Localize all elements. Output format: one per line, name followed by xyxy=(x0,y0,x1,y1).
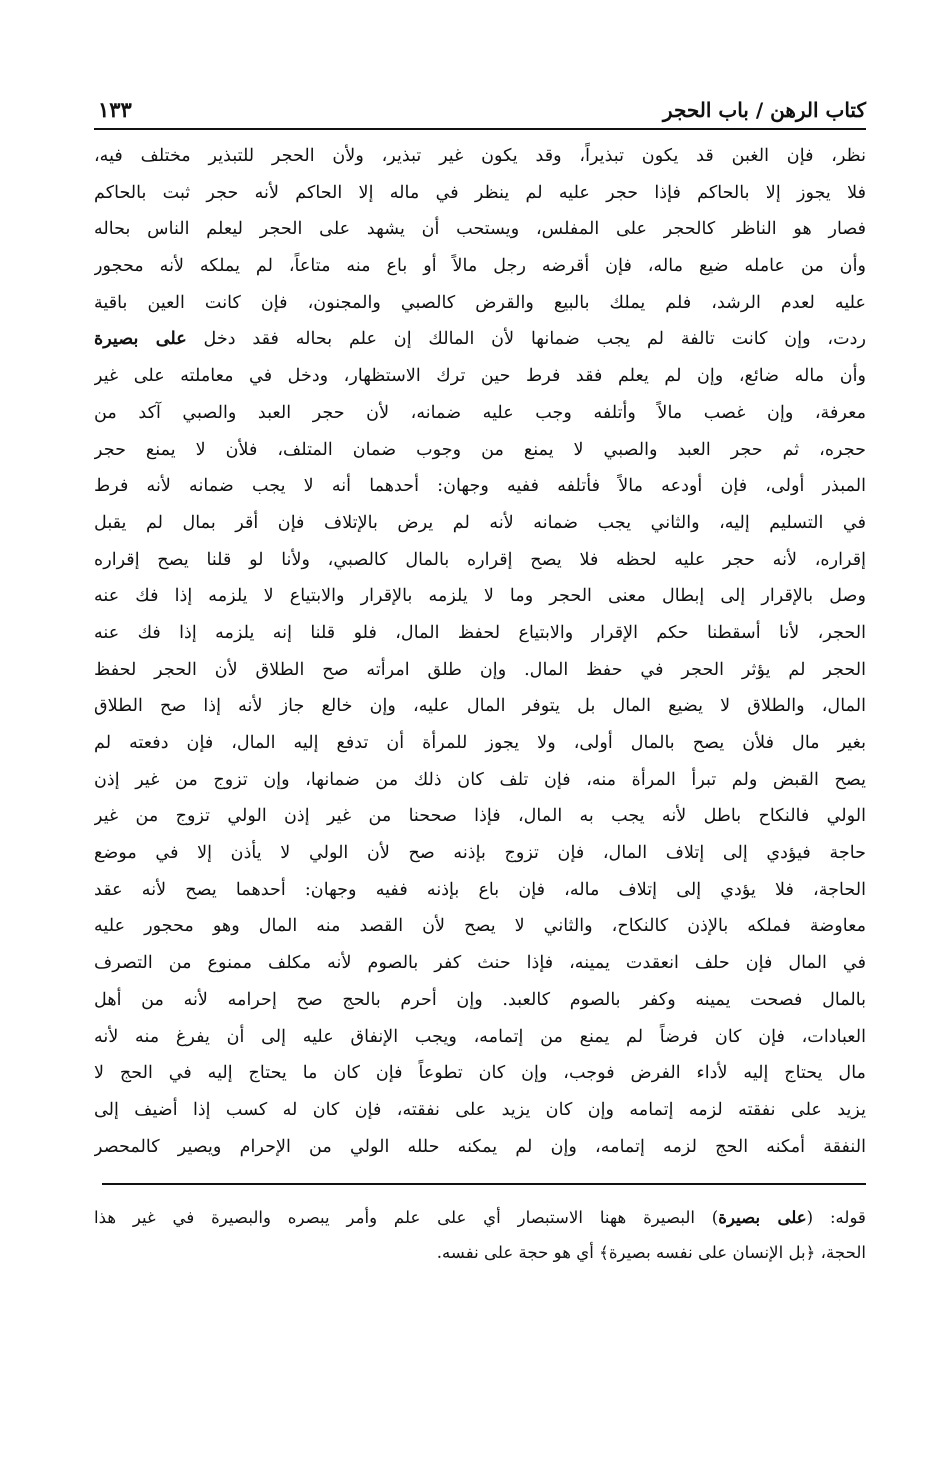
text-line: إقراره، لأنه حجر عليه لحظه فلا يصح إقراره بالمال كالصبي، ولأنا لو قلنا يصح إقراره xyxy=(94,549,866,570)
chapter-title: كتاب الرهن / باب الحجر xyxy=(662,98,866,122)
text-line: حاجة فيؤدي إلى إتلاف المال، فإن تزوج بإذنه صح لأن الولي لا يأذن إلا في موضع xyxy=(94,843,866,864)
page-number: ١٣٣ xyxy=(98,97,132,122)
footnote-line: الحجة، ﴿بل الإنسان على نفسه بصيرة﴾ أي هو حجة على نفسه. xyxy=(436,1243,866,1263)
text-line: في المال فإن حلف انعقدت يمينه، فإذا حنث كفر بالصوم لأنه مكلف ممنوع من التصرف xyxy=(94,953,866,974)
text-line: المال، والطلاق لا يضيع المال بل يتوفر المال عليه، وإن خالع جاز لأنه إذا صح الطلاق xyxy=(94,696,866,717)
text-line: بالمال فصحت يمينه وكفر بالصوم كالعبد. وإن أحرم بالحج صح إحرامه لأنه من أهل xyxy=(94,989,866,1010)
text-line: الحجر لم يؤثر الحجر في حفظ المال. وإن طلق امرأته صح الطلاق لأن الحجر لحفظ xyxy=(94,659,866,680)
text-line: حجره، ثم حجر العبد والصبي لا يمنع من وجوب ضمان المتلف، فلأن لا يمنع حجر xyxy=(94,439,866,460)
main-text xyxy=(94,138,866,1165)
text-line: وأن من عامله ضيع ماله، فإن أقرضه رجل مالاً أو باع منه متاعاً، لم يملكه لأنه محجور xyxy=(94,256,866,277)
text-line: مال يحتاج إليه لأداء الفرض فوجب، وإن كان تطوعاً فإن كان ما يحتاج إليه في الحج لا xyxy=(94,1063,866,1084)
text-line: المبذر أولى، فإن أودعه مالاً فأتلفه ففيه وجهان: أحدهما أنه لا يجب ضمانه لأنه فرط xyxy=(94,476,866,497)
text-line: يصح القبض ولم تبرأ المرأة منه، فإن تلف كان ذلك من ضمانها، وإن تزوج من غير إذن xyxy=(94,769,866,790)
text-line: معاوضة فملكه بالإذن كالنكاح، والثاني لا يصح لأن القصد منه المال وهو محجور عليه xyxy=(94,916,866,937)
text-line: ردت، وإن كانت تالفة لم يجب ضمانها لأن المالك إن علم بحاله فقد دخل على بصيرة xyxy=(94,328,866,350)
text-line: العبادات، فإن كان فرضاً لم يمنع من إتمامه، ويجب الإنفاق عليه إلى أن يفرغ منه لأنه xyxy=(94,1026,866,1047)
footnotes xyxy=(94,1199,866,1271)
text-line: النفقة أمكنه الحج لزمه إتمامه، وإن لم يمكنه حلله الولي من الإحرام ويصير كالمحصر xyxy=(94,1136,866,1157)
text-line: معرفة، وإن غصب مالاً وأتلفه وجب عليه ضمانه، لأن حجر العبد والصبي آكد من xyxy=(94,402,866,423)
footnote-divider xyxy=(102,1183,866,1185)
text-line: يزيد على نفقته لزمه إتمامه وإن كان يزيد على نفقته، فإن كان له كسب إذا أضيف إلى xyxy=(94,1099,866,1120)
text-line: نظر، فإن الغبن قد يكون تبذيراً، وقد يكون غير تبذير، ولأن الحجر للتبذير مختلف فيه، xyxy=(94,146,866,166)
text-line: الولي فالنكاح باطل لأنه يجب به المال، فإذا صححنا من غير إذن الولي تزوج من غير xyxy=(94,806,866,827)
text-line: وصل بالإقرار إلى إبطال معنى الحجر وما لا يلزمه بالإقرار والابتياع لا يلزمه إذا فك عنه xyxy=(94,586,866,607)
book-page xyxy=(94,88,866,1388)
text-line: عليه لعدم الرشد، فلم يملك بالبيع والقرض كالصبي والمجنون، فإن كانت العين باقية xyxy=(94,292,866,313)
text-line: بغير مال فلأن يصح بالمال أولى، ولا يجوز للمرأة أن تدفع إليه المال، فإن دفعته لم xyxy=(94,733,866,753)
footnote-line: قوله: (على بصيرة) البصيرة ههنا الاستبصار أي على علم وأمر يبصره والبصيرة في غير هذا xyxy=(94,1207,866,1228)
text-line: في التسليم إليه، والثاني يجب ضمانه لأنه لم يرض بالإتلاف فإن أقر بمال لم يقبل xyxy=(94,512,866,533)
text-line: الحاجة، فلا يؤدي إلى إتلاف ماله، فإن باع بإذنه ففيه وجهان: أحدهما يصح لأنه عقد xyxy=(94,879,866,900)
running-header xyxy=(94,88,866,130)
bold-phrase: على بصيرة xyxy=(718,1207,807,1228)
text-line: فصار هو الناظر كالحجر على المفلس، ويستحب أن يشهد على الحجر ليعلم الناس بحاله xyxy=(94,219,866,240)
text-line: الحجر، لأنا أسقطنا حكم الإقرار والابتياع لحفظ المال، فلو قلنا إنه يلزمه إذا فك عنه xyxy=(94,622,866,643)
text-line: فلا يجوز إلا بالحاكم فإذا حجر عليه لم ينظر في ماله إلا الحاكم لأنه حجر ثبت بالحاكم xyxy=(94,182,866,203)
bold-phrase: على بصيرة xyxy=(94,328,187,350)
text-line: وأن ماله ضائع، وإن لم يعلم فقد فرط حين ترك الاستظهار، ودخل في معاملته على غير xyxy=(94,366,866,387)
